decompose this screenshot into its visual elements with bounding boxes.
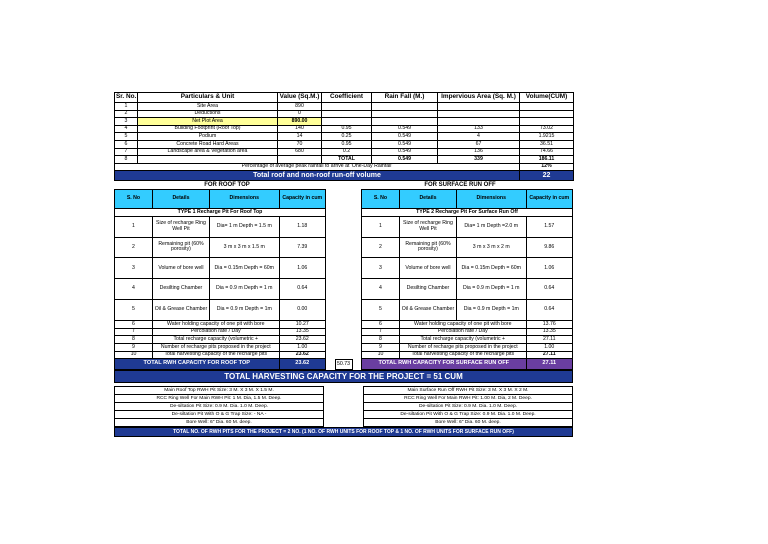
- pit-header-cell: Details: [152, 190, 209, 209]
- pit-summary-label: Percolation rate / Day: [399, 328, 526, 336]
- area-table-cell: 0.549: [372, 148, 438, 156]
- area-table-row: [115, 103, 574, 111]
- roof-section-title: FOR ROOF TOP: [204, 182, 250, 189]
- pit-summary-row: [362, 343, 573, 351]
- area-table-cell: 70: [278, 140, 322, 148]
- area-volume-table: [114, 92, 574, 181]
- area-table-cell: 0.549: [372, 156, 438, 164]
- pit-row-dimensions: 3 m x 3 m x 1.5 m: [209, 237, 279, 258]
- area-table-cell: 3: [115, 118, 138, 126]
- pit-row-capacity: 7.39: [279, 237, 325, 258]
- area-table-cell: [520, 118, 574, 126]
- pit-row-capacity: 0.00: [279, 300, 325, 321]
- area-table-cell: 140: [278, 125, 322, 133]
- pit-row-no: 3: [115, 258, 153, 279]
- pit-summary-value: 1.00: [279, 343, 325, 351]
- area-table-header: [115, 93, 574, 103]
- area-table-cell: 0.2: [322, 148, 372, 156]
- pit-row-no: 2: [362, 237, 400, 258]
- notes-left: [114, 386, 324, 427]
- pit-summary-row: [362, 328, 573, 336]
- note-line: De-siltation Pit Size: 0.9 M. Dia. 1.0 M. Deep.: [115, 403, 324, 411]
- pit-summary-no: 8: [115, 336, 153, 344]
- pit-summary-no: 7: [362, 328, 400, 336]
- pit-row-no: 5: [362, 300, 400, 321]
- pit-summary-value: 23.62: [279, 336, 325, 344]
- pit-total-value: 23.62: [279, 359, 325, 370]
- runoff-value: 22: [520, 171, 574, 181]
- pit-summary-label: Total recharge capacity (volumetric +: [399, 336, 526, 344]
- col-volume: Volume(CUM): [520, 93, 574, 103]
- pit-row-dimensions: Dia = 0.9 m Depth = 1 m: [209, 279, 279, 300]
- col-impervious: Impervious Area (Sq. M.): [438, 93, 520, 103]
- area-table-cell: 36.51: [520, 140, 574, 148]
- pit-summary-row: [115, 351, 326, 359]
- pit-row-dimensions: Dia = 0.9 m Depth = 1m: [209, 300, 279, 321]
- pit-row: [115, 279, 326, 300]
- pit-summary-row: [362, 336, 573, 344]
- area-table-cell: 890.00: [278, 118, 322, 126]
- notes-section: [114, 386, 573, 427]
- pit-row-capacity: 0.64: [279, 279, 325, 300]
- area-table-cell: TOTAL: [322, 156, 372, 164]
- pit-total-row: [362, 359, 573, 370]
- pit-row-details: Size of recharge Ring Well Pit: [399, 216, 456, 237]
- area-table-cell: 67: [438, 140, 520, 148]
- pit-summary-label: Total harvesting capacity of the recharge pits: [152, 351, 279, 359]
- pit-row-dimensions: Dia= 1 m Depth = 1.5 m: [209, 216, 279, 237]
- pit-row-capacity: 0.64: [526, 279, 572, 300]
- area-table-cell: Concrete Road Hard Areas: [138, 140, 278, 148]
- area-table-cell: 4: [438, 133, 520, 141]
- area-table-row: [115, 118, 574, 126]
- pit-summary-row: [362, 351, 573, 359]
- col-sr-no: Sr. No.: [115, 93, 138, 103]
- area-table-cell: [438, 118, 520, 126]
- area-table-row: [115, 148, 574, 156]
- pit-row-details: Remaining pit (60% porosity): [152, 237, 209, 258]
- pit-summary-no: 8: [362, 336, 400, 344]
- area-table-cell: 0.549: [372, 125, 438, 133]
- pit-summary-value: 27.11: [526, 351, 572, 359]
- area-table-cell: 0.549: [372, 133, 438, 141]
- area-table-row: [115, 133, 574, 141]
- area-table-cell: 8: [115, 156, 138, 164]
- col-value: Value (Sq.M.): [278, 93, 322, 103]
- pit-summary-label: Total harvesting capacity of the recharge pits: [399, 351, 526, 359]
- pit-summary-row: [362, 320, 573, 328]
- area-table-cell: 1.9215: [520, 133, 574, 141]
- pit-type-title: TYPE 1 Recharge Pit For Roof Top: [115, 209, 326, 217]
- pit-row-capacity: 9.86: [526, 237, 572, 258]
- area-table-cell: 14: [278, 133, 322, 141]
- area-table-cell: 890: [278, 103, 322, 111]
- pit-tables: [114, 189, 573, 370]
- pit-row: [115, 300, 326, 321]
- pit-row: [115, 258, 326, 279]
- roof-pit-table: [114, 189, 326, 370]
- area-table-cell: [138, 156, 278, 164]
- pit-row-dimensions: 3 m x 3 m x 2 m: [456, 237, 526, 258]
- percentage-value: 12%: [520, 163, 574, 171]
- pit-summary-row: [115, 320, 326, 328]
- area-table-cell: [372, 118, 438, 126]
- pit-total-label: TOTAL RWH CAPACITY FOR ROOF TOP: [115, 359, 280, 370]
- pit-row-details: Size of recharge Ring Well Pit: [152, 216, 209, 237]
- area-table-cell: [520, 103, 574, 111]
- pit-summary-no: 7: [115, 328, 153, 336]
- pit-summary-label: Total recharge capacity (volumetric +: [152, 336, 279, 344]
- area-table-cell: [372, 103, 438, 111]
- area-table-cell: Site Area: [138, 103, 278, 111]
- pit-row-details: Desilting Chamber: [152, 279, 209, 300]
- pit-summary-value: 13.35: [526, 328, 572, 336]
- footer-table: [114, 427, 573, 437]
- surface-section-title: FOR SURFACE RUN OFF: [424, 182, 496, 189]
- pit-row-dimensions: Dia = 0.15m Depth = 60m: [209, 258, 279, 279]
- pit-row-details: Oil & Grease Chamber: [399, 300, 456, 321]
- pit-type-title: TYPE 2 Recharge Pit For Surface Run Off: [362, 209, 573, 217]
- area-table-cell: [520, 110, 574, 118]
- area-table-cell: 5: [115, 133, 138, 141]
- section-titles: [114, 181, 573, 189]
- pit-row-capacity: 1.06: [526, 258, 572, 279]
- note-line: Main Surface Run Off RWH Pit Size: 3 M. X 3 M. X 2 M.: [364, 387, 573, 395]
- area-table-cell: 73.02: [520, 125, 574, 133]
- footer-text: TOTAL NO. OF RWH PITS FOR THE PROJECT = 2 NO. (1 NO. OF RWH UNITS FOR ROOF TOP & 1 NO. OF RWH UNITS FOR SURFACE RUN OFF): [115, 428, 573, 437]
- area-table-row: [115, 125, 574, 133]
- percentage-row: [115, 163, 574, 171]
- note-line: Bore Well: 6" Dia. 60 M. deep.: [364, 419, 573, 427]
- note-line: RCC Ring Well For Main RWH Pit: 1.00 M. Dia, 2 M. Deep.: [364, 395, 573, 403]
- pit-summary-label: Percolation rate / Day: [152, 328, 279, 336]
- pit-row-capacity: 1.18: [279, 216, 325, 237]
- note-line: Main Roof Top RWH Pit Size: 3 M. X 3 M. X 1.5 M.: [115, 387, 324, 395]
- area-table-cell: 133: [438, 125, 520, 133]
- pit-row-no: 3: [362, 258, 400, 279]
- area-table-cell: 1: [115, 103, 138, 111]
- pit-row-details: Volume of bore well: [399, 258, 456, 279]
- pit-row-details: Remaining pit (60% porosity): [399, 237, 456, 258]
- area-table-cell: Landscape area & Vegetation area: [138, 148, 278, 156]
- note-line: De-siltation Pit With O & G Trap Size: - NA -: [115, 411, 324, 419]
- note-line: De-siltation Pit With O & G Trap Size: 0.9 M. Dia. 1.0 M. Deep.: [364, 411, 573, 419]
- area-table-cell: Net Plot Area: [138, 118, 278, 126]
- pit-row: [362, 258, 573, 279]
- grand-total-table: [114, 370, 573, 383]
- col-particulars: Particulars & Unit: [138, 93, 278, 103]
- area-table-cell: 0.549: [372, 140, 438, 148]
- pit-summary-no: 9: [362, 343, 400, 351]
- pit-header-cell: Dimensions: [209, 190, 279, 209]
- rwh-calculation-sheet: [114, 92, 573, 437]
- pit-summary-no: 10: [115, 351, 153, 359]
- area-table-row: [115, 156, 574, 164]
- area-table-cell: 74.66: [520, 148, 574, 156]
- pit-summary-row: [115, 343, 326, 351]
- area-table-row: [115, 110, 574, 118]
- pit-summary-label: Number of recharge pits proposed in the project: [399, 343, 526, 351]
- pit-row: [115, 216, 326, 237]
- pit-summary-label: Water holding capacity of one pit with bore: [399, 320, 526, 328]
- pit-summary-row: [115, 328, 326, 336]
- note-line: De-siltation Pit Size: 0.9 M. Dia. 1.0 M. Deep.: [364, 403, 573, 411]
- note-line: RCC Ring Well For Main RWH Pit: 1 M. Dia, 1.5 M. Deep.: [115, 395, 324, 403]
- col-rainfall: Rain Fall (M.): [372, 93, 438, 103]
- pit-row-dimensions: Dia = 0.9 m Depth = 1 m: [456, 279, 526, 300]
- pit-summary-value: 13.35: [279, 328, 325, 336]
- pit-row-capacity: 1.57: [526, 216, 572, 237]
- area-table-cell: 6: [115, 140, 138, 148]
- area-table-cell: 0.95: [322, 125, 372, 133]
- area-table-cell: [322, 110, 372, 118]
- pit-row-capacity: 0.64: [526, 300, 572, 321]
- pit-summary-value: 13.76: [526, 320, 572, 328]
- area-table-cell: Podium: [138, 133, 278, 141]
- pit-row-details: Oil & Grease Chamber: [152, 300, 209, 321]
- pit-total-row: [115, 359, 326, 370]
- col-coefficient: Coefficient: [322, 93, 372, 103]
- pit-row-details: Desilting Chamber: [399, 279, 456, 300]
- pit-row: [115, 237, 326, 258]
- area-table-cell: 4: [115, 125, 138, 133]
- pit-row-no: 5: [115, 300, 153, 321]
- pit-summary-no: 6: [362, 320, 400, 328]
- pit-row: [362, 300, 573, 321]
- middle-value: 50.73: [335, 360, 352, 370]
- note-line: Bore Well: 6" Dia. 60 M. deep.: [115, 419, 324, 427]
- pit-row-details: Volume of bore well: [152, 258, 209, 279]
- area-table-cell: 7: [115, 148, 138, 156]
- area-table-cell: [322, 118, 372, 126]
- surface-pit-table: [361, 189, 573, 370]
- pit-header-cell: S. No: [115, 190, 153, 209]
- runoff-label: Total roof and non-roof run-off volume: [115, 171, 520, 181]
- pit-row: [362, 237, 573, 258]
- pit-summary-no: 6: [115, 320, 153, 328]
- pit-row-no: 2: [115, 237, 153, 258]
- pit-summary-row: [115, 336, 326, 344]
- pit-header-cell: S. No: [362, 190, 400, 209]
- area-table-cell: 0.95: [322, 140, 372, 148]
- pit-row-capacity: 1.06: [279, 258, 325, 279]
- area-table-cell: 186.11: [520, 156, 574, 164]
- grand-total: TOTAL HARVESTING CAPACITY FOR THE PROJECT = 51 CUM: [115, 371, 573, 383]
- area-table-cell: 2: [115, 110, 138, 118]
- pit-header-cell: Capacity in cum: [526, 190, 572, 209]
- area-table-cell: 0.25: [322, 133, 372, 141]
- pit-header-cell: Dimensions: [456, 190, 526, 209]
- area-table-cell: Building Footprint (Roof Top): [138, 125, 278, 133]
- pit-row-no: 1: [362, 216, 400, 237]
- pit-summary-no: 10: [362, 351, 400, 359]
- pit-summary-value: 23.62: [279, 351, 325, 359]
- pit-row-dimensions: Dia= 1 m Depth =2.0 m: [456, 216, 526, 237]
- area-table-cell: Deductions: [138, 110, 278, 118]
- pit-row-dimensions: Dia = 0.15m Depth = 60m: [456, 258, 526, 279]
- pit-row-no: 1: [115, 216, 153, 237]
- area-table-cell: [438, 110, 520, 118]
- pit-total-label: TOTAL RWH CAPACITY FOR SURFACE RUN OFF: [362, 359, 527, 370]
- pit-row: [362, 216, 573, 237]
- pit-summary-label: Water holding capacity of one pit with bore: [152, 320, 279, 328]
- pit-total-value: 27.11: [526, 359, 572, 370]
- pit-header-cell: Capacity in cum: [279, 190, 325, 209]
- pit-row-dimensions: Dia = 0.9 m Depth = 1m: [456, 300, 526, 321]
- area-table-cell: [278, 156, 322, 164]
- percentage-label: Percentage of average peak rainfall to arrive at 'One-Day Rainfall': [115, 163, 520, 171]
- pit-row: [362, 279, 573, 300]
- pit-summary-no: 9: [115, 343, 153, 351]
- pit-summary-label: Number of recharge pits proposed in the project: [152, 343, 279, 351]
- middle-column: [335, 189, 353, 370]
- pit-header-cell: Details: [399, 190, 456, 209]
- area-table-cell: 136: [438, 148, 520, 156]
- area-table-cell: 680: [278, 148, 322, 156]
- notes-right: [363, 386, 573, 427]
- area-table-cell: [372, 110, 438, 118]
- pit-summary-value: 1.00: [526, 343, 572, 351]
- runoff-row: [115, 171, 574, 181]
- area-table-cell: [438, 103, 520, 111]
- area-table-row: [115, 140, 574, 148]
- pit-summary-value: 27.11: [526, 336, 572, 344]
- pit-row-no: 4: [362, 279, 400, 300]
- pit-row-no: 4: [115, 279, 153, 300]
- area-table-cell: 0: [278, 110, 322, 118]
- area-table-cell: 339: [438, 156, 520, 164]
- area-table-cell: [322, 103, 372, 111]
- pit-summary-value: 10.27: [279, 320, 325, 328]
